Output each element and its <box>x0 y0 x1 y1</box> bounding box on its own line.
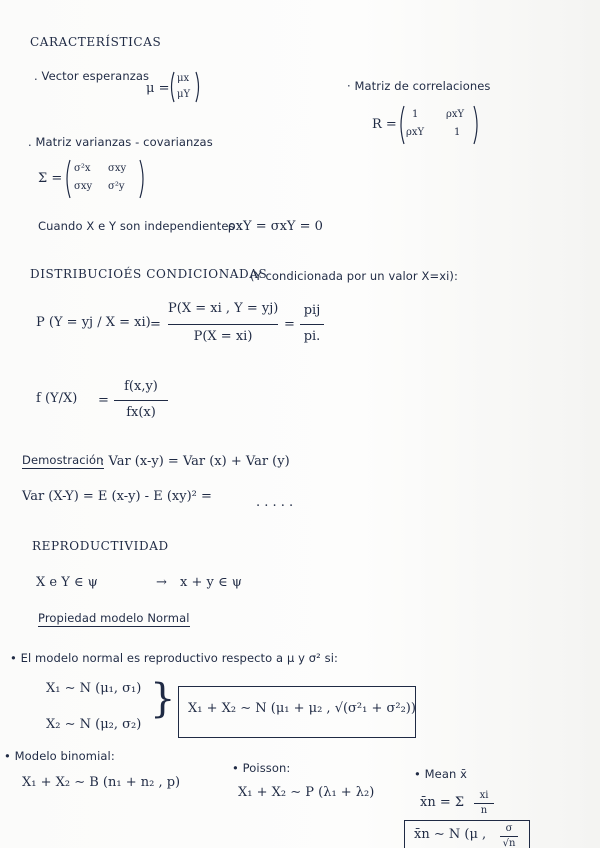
vector-lhs: μ = <box>146 81 170 96</box>
correlaciones-label: · Matriz de correlaciones <box>347 79 491 93</box>
demostracion-dots: . . . . . <box>256 495 294 510</box>
vector-matrix <box>168 70 202 104</box>
covarianzas-label: . Matriz varianzas - covarianzas <box>28 135 213 149</box>
heading-caracteristicas: CARACTERÍSTICAS <box>30 35 162 49</box>
cond-p-eq: = <box>150 317 161 332</box>
binomial-label: • Modelo binomial: <box>4 749 115 763</box>
cond-p-den: P(X = xi) <box>193 329 253 344</box>
cov-r1c1: σ²x <box>74 163 91 174</box>
independientes-label: Cuando X e Y son independientes : <box>38 219 243 233</box>
cond-p-num: P(X = xi , Y = yj) <box>168 301 279 316</box>
covarianzas-lhs: Σ = <box>38 171 63 186</box>
normal-result: X₁ + X₂ ∼ N (μ₁ + μ₂ , √(σ²₁ + σ²₂)) <box>188 701 416 716</box>
cond-f-fraction-bar <box>114 400 168 401</box>
mean-label: • Mean x̄ <box>414 767 468 781</box>
cond-f-den: fx(x) <box>126 405 156 420</box>
poisson-label: • Poisson: <box>232 761 291 775</box>
corr-r1c1: 1 <box>412 109 419 120</box>
cond-p-fraction-bar-2 <box>300 324 324 325</box>
cond-f-lhs: f (Y/X) <box>36 391 78 406</box>
heading-propiedad: Propiedad modelo Normal <box>38 612 190 627</box>
mean-dist-num: σ <box>505 823 513 834</box>
normal-x1: X₁ ∼ N (μ₁, σ₁) <box>46 681 142 696</box>
cond-f-num: f(x,y) <box>124 379 158 394</box>
matrix-brackets-icon <box>398 104 480 146</box>
cond-p-den2: pi. <box>303 329 321 344</box>
cov-r2c1: σxy <box>74 181 93 192</box>
distribuciones-note: (Y condicionada por un valor X=xi): <box>250 269 458 283</box>
cov-r2c2: σ²y <box>108 181 125 192</box>
independientes-formula: ρxY = σxY = 0 <box>228 219 323 234</box>
demostracion-label: Demostración <box>22 454 104 469</box>
repro-line: X e Y ∈ ψ <box>36 575 98 590</box>
normal-statement: • El modelo normal es reproductivo respecto a μ y σ² si: <box>10 651 338 665</box>
vector-label: . Vector esperanzas <box>34 69 150 83</box>
mean-dist: x̄n ∼ N (μ , <box>414 827 487 842</box>
correlaciones-matrix <box>398 104 480 146</box>
mean-dist-fraction-bar <box>500 836 518 837</box>
cond-p-eq2: = <box>284 317 295 332</box>
covarianzas-matrix <box>64 158 146 200</box>
vector-r2: μY <box>177 89 191 100</box>
cond-p-num2: pij <box>303 303 321 318</box>
poisson-formula: X₁ + X₂ ∼ P (λ₁ + λ₂) <box>238 785 375 800</box>
demostracion-formula: : Var (x-y) = Var (x) + Var (y) <box>100 454 290 469</box>
mean-def-fraction-bar <box>474 803 494 804</box>
corr-r2c1: ρxY <box>406 127 425 138</box>
cond-p-fraction-bar <box>168 324 278 325</box>
normal-brace: } <box>150 676 176 722</box>
heading-distribuciones: DISTRIBUCIOÉS CONDICIONADAS <box>30 267 268 281</box>
correlaciones-lhs: R = <box>372 117 397 132</box>
vector-r1: μx <box>177 73 190 84</box>
repro-arrow: → <box>156 575 167 590</box>
demostracion-line2: Var (X-Y) = E (x-y) - E (xy)² = <box>22 489 212 504</box>
repro-rhs: x + y ∈ ψ <box>180 575 242 590</box>
corr-r1c2: ρxY <box>446 109 465 120</box>
normal-x2: X₂ ∼ N (μ₂, σ₂) <box>46 717 142 732</box>
cond-f-eq: = <box>98 393 109 408</box>
mean-def-den: n <box>480 805 488 816</box>
cond-p-lhs: P (Y = yj / X = xi) <box>36 315 151 330</box>
binomial-formula: X₁ + X₂ ∼ B (n₁ + n₂ , p) <box>22 775 181 790</box>
mean-dist-den: √n <box>502 838 516 848</box>
heading-reproductividad: REPRODUCTIVIDAD <box>32 539 169 553</box>
cov-r1c2: σxy <box>108 163 127 174</box>
corr-r2c2: 1 <box>454 127 461 138</box>
mean-def-lhs: x̄n = Σ <box>420 795 465 810</box>
mean-def-num: xi <box>479 790 489 801</box>
